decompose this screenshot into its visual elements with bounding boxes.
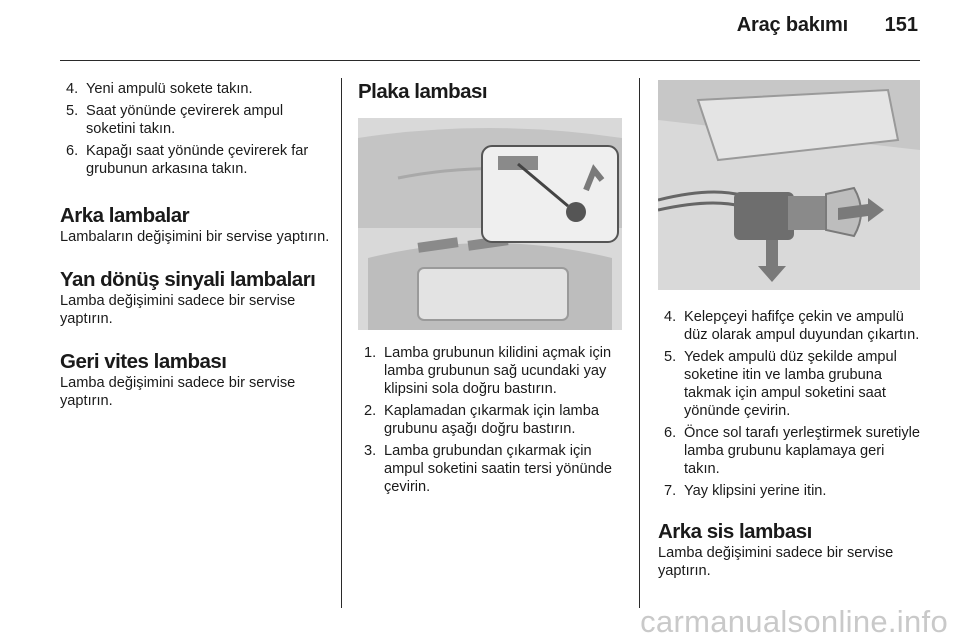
list-item: 5. Saat yönünde çevirerek ampul soketini takın. [66, 103, 284, 137]
section-title-geri-vites: Geri vites lambası [60, 350, 227, 373]
page-number: 151 [884, 14, 918, 36]
column-3 [658, 80, 924, 580]
section-title-plaka-lambasi: Plaka lambası [358, 80, 488, 103]
steps-list-col1 [60, 80, 332, 178]
column-divider-left [341, 78, 342, 608]
section-title-arka-sis: Arka sis lambası [658, 520, 812, 543]
column-divider-right [639, 78, 640, 608]
section-body: Lamba değişimini sadece bir servise yaptırın. [60, 293, 296, 327]
steps-list-col3 [658, 308, 924, 500]
watermark: carmanualsonline.info [640, 604, 948, 639]
section-body: Lamba değişimini sadece bir servise yaptırın. [60, 375, 296, 409]
list-item: 1. Lamba grubunun kilidini açmak için lamba grubunun sağ ucundaki yay klipsini sola doğru bastırın. [364, 345, 612, 397]
list-item: 4. Kelepçeyi hafifçe çekin ve ampulü düz olarak ampul duyundan çıkartın. [664, 309, 920, 343]
steps-list-col2 [358, 344, 626, 496]
list-item: 4. Yeni ampulü sokete takın. [66, 81, 253, 97]
header-divider [60, 60, 920, 61]
list-item: 6. Önce sol tarafı yerleştirmek suretiyle lamba grubunu kaplamaya geri takın. [664, 425, 921, 477]
section-body: Lamba değişimini sadece bir servise yaptırın. [658, 545, 894, 579]
column-1 [60, 80, 332, 410]
bulb-socket-illustration [658, 80, 920, 290]
section-title-yan-donus: Yan dönüş sinyali lambaları [60, 268, 316, 291]
section-title-arka-lambalar: Arka lambalar [60, 204, 190, 227]
list-item: 5. Yedek ampulü düz şekilde ampul soketine itin ve lamba grubuna takmak için ampul soketini saat yönünde çevirin. [664, 349, 897, 419]
list-item: 6. Kapağı saat yönünde çevirerek far grubunun arkasına takın. [66, 143, 309, 177]
list-item: 2. Kaplamadan çıkarmak için lamba grubunu aşağı doğru bastırın. [364, 403, 599, 437]
license-plate-lamp-illustration [358, 118, 622, 330]
column-2 [358, 80, 626, 500]
section-body: Lambaların değişimini bir servise yaptırın. [60, 229, 330, 245]
list-item: 3. Lamba grubundan çıkarmak için ampul soketini saatin tersi yönünde çevirin. [364, 443, 612, 495]
running-header-title: Araç bakımı [736, 14, 848, 36]
list-item: 7. Yay klipsini yerine itin. [664, 483, 827, 499]
